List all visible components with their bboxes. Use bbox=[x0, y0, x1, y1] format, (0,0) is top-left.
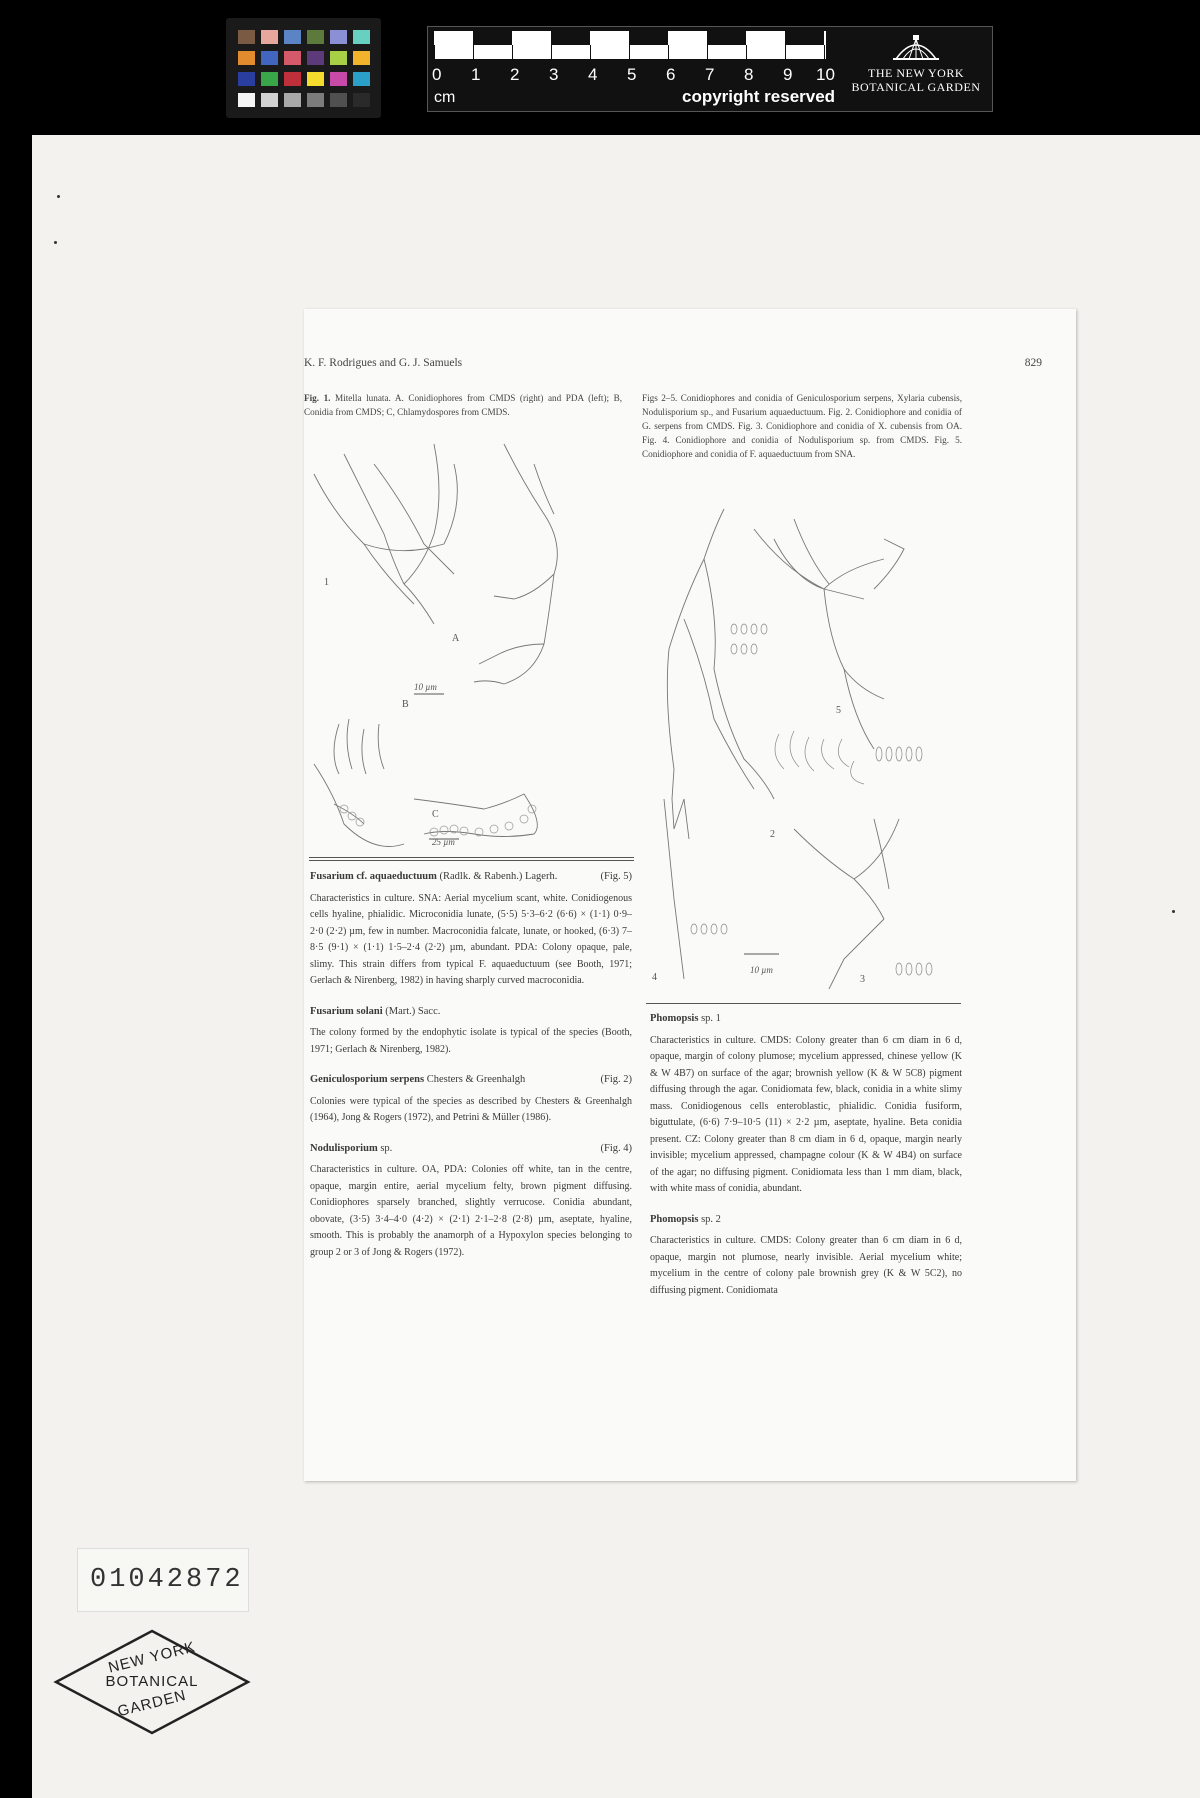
fig1-drawing bbox=[304, 424, 634, 854]
color-swatch bbox=[353, 93, 370, 107]
fig1-label-b: B bbox=[402, 699, 409, 710]
species-section bbox=[650, 1212, 962, 1300]
ruler-segment bbox=[473, 31, 512, 45]
species-heading bbox=[650, 1212, 962, 1229]
ruler-tick bbox=[551, 45, 552, 59]
nybg-logo bbox=[846, 33, 986, 107]
fig1-label-c: C bbox=[432, 809, 439, 820]
scale-number: 4 bbox=[588, 65, 598, 84]
ruler-tick bbox=[512, 45, 513, 59]
color-swatch bbox=[307, 93, 324, 107]
scale-number: 0 bbox=[432, 65, 442, 84]
species-name: Fusarium cf. aquaeductuum (Radlk. & Rabenh.) Lagerh. bbox=[310, 871, 558, 882]
journal-page bbox=[304, 309, 1076, 1481]
ruler-segment bbox=[785, 31, 824, 45]
color-swatch bbox=[284, 30, 301, 44]
scale-number: 6 bbox=[666, 65, 676, 84]
scale-number: 5 bbox=[627, 65, 637, 84]
conservatory-dome-icon bbox=[891, 35, 941, 61]
species-heading bbox=[310, 1072, 632, 1089]
species-authority: Chesters & Greenhalgh bbox=[426, 1074, 526, 1085]
color-swatch bbox=[307, 51, 324, 65]
species-description: Colonies were typical of the species as described by Chesters & Greenhalgh (1964), Jong & Rogers (1972), and Petrini & Müller (1986). bbox=[310, 1095, 632, 1123]
species-section bbox=[310, 869, 632, 990]
ruler-tick bbox=[668, 45, 669, 59]
color-swatch bbox=[238, 51, 255, 65]
fig1-caption bbox=[304, 391, 622, 419]
color-swatch bbox=[353, 72, 370, 86]
species-authority: sp. 2 bbox=[701, 1213, 721, 1225]
species-description: Characteristics in culture. SNA: Aerial mycelium scant, white. Conidiogenous cells hyaline, phialidic. Microconidia lunate, (5·5) 5·3–6·2 (6·6) × (1·1) 0·9–2·0 (2·2) µm, few in number. Macroconidia falcate, lunate, or hooked, (6·3) 7–8·5 (9·1) × (1·1) 1·5–2·4 (2·2) µm, abundant. PDA: Colony opaque, pale, slimy. This strain differs from typical F. aquaeductuum (see Booth, 1971; Gerlach & Nirenberg, 1982) in having sharply curved macroconidia. bbox=[310, 892, 632, 986]
ruler-tick bbox=[785, 45, 786, 59]
color-swatch bbox=[261, 93, 278, 107]
scale-number: 7 bbox=[705, 65, 715, 84]
color-swatch bbox=[307, 72, 324, 86]
figs2-5-scale: 10 µm bbox=[750, 965, 773, 975]
ruler-segment bbox=[629, 31, 668, 45]
stamp-line1: NEW YORK bbox=[106, 1638, 198, 1677]
species-heading bbox=[650, 1011, 962, 1028]
stamp-line3: GARDEN bbox=[115, 1686, 189, 1721]
logo-line1: THE NEW YORK bbox=[868, 66, 964, 80]
species-section bbox=[310, 1141, 632, 1262]
species-heading bbox=[310, 869, 632, 886]
ruler-tick bbox=[590, 45, 591, 59]
color-swatch bbox=[307, 30, 324, 44]
figure-reference: (Fig. 5) bbox=[600, 871, 632, 882]
scale-number: 1 bbox=[471, 65, 481, 84]
barcode-label bbox=[77, 1548, 249, 1612]
scale-number: 3 bbox=[549, 65, 559, 84]
color-swatch bbox=[330, 93, 347, 107]
scale-number: 2 bbox=[510, 65, 520, 84]
species-description: Characteristics in culture. CMDS: Colony greater than 6 cm diam in 6 d, opaque, margin not plumose, nearly invisible. Aerial mycelium white; mycelium in the centre of colony pale brownish grey (K & W 5C2), no diffusing pigment. Conidiomata bbox=[650, 1235, 962, 1296]
figure-reference: (Fig. 2) bbox=[600, 1074, 632, 1085]
species-description: Characteristics in culture. CMDS: Colony greater than 6 cm diam in 6 d, opaque, margin of colony plumose; mycelium appressed, chinese yellow (K & W 4B7) on surface of the agar; brownish yellow (K & W 5C8) pigment diffusing through the agar. Conidiomata few, black, conidia in a white slimy mass. Conidiogenous cells enteroblastic, phialidic. Conidia fusiform, biguttulate, (6·6) 7·9–10·5 (11) × 2·2 µm, aseptate, hyaline. Beta conidia present. CZ: Colony greater than 8 cm diam in 6 d, opaque, margin nearly invisible; mycelium appressed, champagne colour (K & W 4B4) on surface of the agar; no diffusing pigment. Conidiomata less than 1 mm diam, black, with white mass of conidia, abundant. bbox=[650, 1034, 962, 1194]
speck bbox=[54, 241, 57, 244]
ruler-tick bbox=[707, 45, 708, 59]
page-number: 829 bbox=[1024, 357, 1042, 369]
page-header-authors: K. F. Rodrigues and G. J. Samuels bbox=[304, 357, 463, 369]
color-swatch bbox=[353, 51, 370, 65]
species-name: Nodulisporium sp. bbox=[310, 1142, 393, 1154]
fig1-scale-25um: 25 µm bbox=[432, 837, 455, 847]
left-text-column bbox=[310, 869, 632, 1261]
stamp-line2: BOTANICAL bbox=[105, 1673, 199, 1690]
color-swatch bbox=[284, 72, 301, 86]
color-swatch bbox=[261, 30, 278, 44]
copyright-label: copyright reserved bbox=[682, 87, 836, 106]
color-swatch bbox=[330, 30, 347, 44]
fig5-label: 5 bbox=[836, 705, 841, 716]
divider-left bbox=[309, 857, 634, 858]
divider-right bbox=[646, 1003, 961, 1004]
ruler-tick bbox=[473, 45, 474, 59]
scale-bar bbox=[427, 26, 993, 112]
color-swatch bbox=[238, 93, 255, 107]
ruler-segment bbox=[707, 31, 746, 45]
species-authority: sp. bbox=[380, 1142, 393, 1154]
fig1-scale-10um: 10 µm bbox=[414, 682, 437, 692]
ruler-tick bbox=[746, 45, 747, 59]
color-swatch bbox=[284, 93, 301, 107]
figs2-5-drawing bbox=[644, 499, 944, 989]
logo-line2: BOTANICAL GARDEN bbox=[851, 80, 981, 94]
species-name: Geniculosporium serpens Chesters & Greenhalgh bbox=[310, 1074, 526, 1085]
ruler-tick bbox=[629, 45, 630, 59]
species-name: Phomopsis sp. 2 bbox=[650, 1213, 721, 1225]
figure-reference: (Fig. 4) bbox=[600, 1142, 632, 1154]
ruler-segment bbox=[551, 31, 590, 45]
color-swatch bbox=[330, 51, 347, 65]
ruler-tick bbox=[434, 45, 435, 59]
color-swatch bbox=[284, 51, 301, 65]
fig4-label: 4 bbox=[652, 972, 657, 983]
ruler-tick bbox=[824, 45, 825, 59]
color-swatch bbox=[261, 51, 278, 65]
scale-number: 10 bbox=[816, 65, 835, 84]
fig1-label-1: 1 bbox=[324, 577, 329, 588]
ruler bbox=[434, 31, 826, 59]
species-section bbox=[310, 1072, 632, 1127]
color-swatch bbox=[261, 72, 278, 86]
species-authority: (Mart.) Sacc. bbox=[385, 1005, 441, 1017]
right-text-column bbox=[650, 1011, 962, 1299]
speck bbox=[57, 195, 60, 198]
speck bbox=[1172, 910, 1175, 913]
fig1-caption-text: Mitella lunata. A. Conidiophores from CMDS (right) and PDA (left); B, Conidia from CMDS; C, Chlamydospores from CMDS. bbox=[304, 393, 623, 417]
species-name: Phomopsis sp. 1 bbox=[650, 1013, 721, 1024]
fig1-caption-label: Fig. 1. bbox=[304, 393, 331, 403]
fig1-label-a: A bbox=[452, 633, 460, 644]
color-swatch bbox=[330, 72, 347, 86]
species-heading bbox=[310, 1004, 632, 1021]
species-heading bbox=[310, 1141, 632, 1158]
species-description: Characteristics in culture. OA, PDA: Colonies off white, tan in the centre, opaque, margin entire, aerial mycelium felty, brown pigment diffusing. Conidiophores sparsely branched, slightly verrucose. Conidia abundant, obovate, (3·5) 3·4–4·0 (4·2) × (2·1) 2·1–2·8 (2·8) µm, aseptate, hyaline, smooth. This is probably the anamorph of a Hypoxylon species belonging to group 2 or 3 of Jong & Rogers (1972). bbox=[310, 1164, 632, 1258]
color-swatch bbox=[238, 30, 255, 44]
fig2-label: 2 bbox=[770, 829, 775, 840]
species-authority: (Radlk. & Rabenh.) Lagerh. bbox=[439, 871, 558, 882]
species-section bbox=[310, 1004, 632, 1059]
nybg-stamp bbox=[52, 1627, 252, 1737]
barcode-number: 01042872 bbox=[90, 1565, 244, 1595]
scale-number: 9 bbox=[783, 65, 793, 84]
species-description: The colony formed by the endophytic isolate is typical of the species (Booth, 1971; Gerlach & Nirenberg, 1982). bbox=[310, 1027, 632, 1055]
fig3-label: 3 bbox=[860, 974, 865, 985]
species-authority: sp. 1 bbox=[701, 1013, 721, 1024]
species-name: Fusarium solani (Mart.) Sacc. bbox=[310, 1005, 441, 1017]
figs2-5-caption: Figs 2–5. Conidiophores and conidia of Geniculosporium serpens, Xylaria cubensis, Nodulisporium sp., and Fusarium aquaeductuum. Fig. 2. Conidiophore and conidia of G. serpens from CMDS. Fig. 3. Conidiophore and conidia of X. cubensis from OA. Fig. 4. Conidiophore and conidia of Nodulisporium sp. from CMDS. Fig. 5. Conidiophore and conidia of F. aquaeductuum from SNA. bbox=[642, 393, 962, 459]
color-swatch bbox=[238, 72, 255, 86]
color-swatch bbox=[353, 30, 370, 44]
color-checker bbox=[226, 18, 381, 118]
scale-number: 8 bbox=[744, 65, 754, 84]
species-section bbox=[650, 1011, 962, 1198]
divider-left-2 bbox=[309, 860, 634, 861]
unit-label: cm bbox=[434, 89, 456, 106]
